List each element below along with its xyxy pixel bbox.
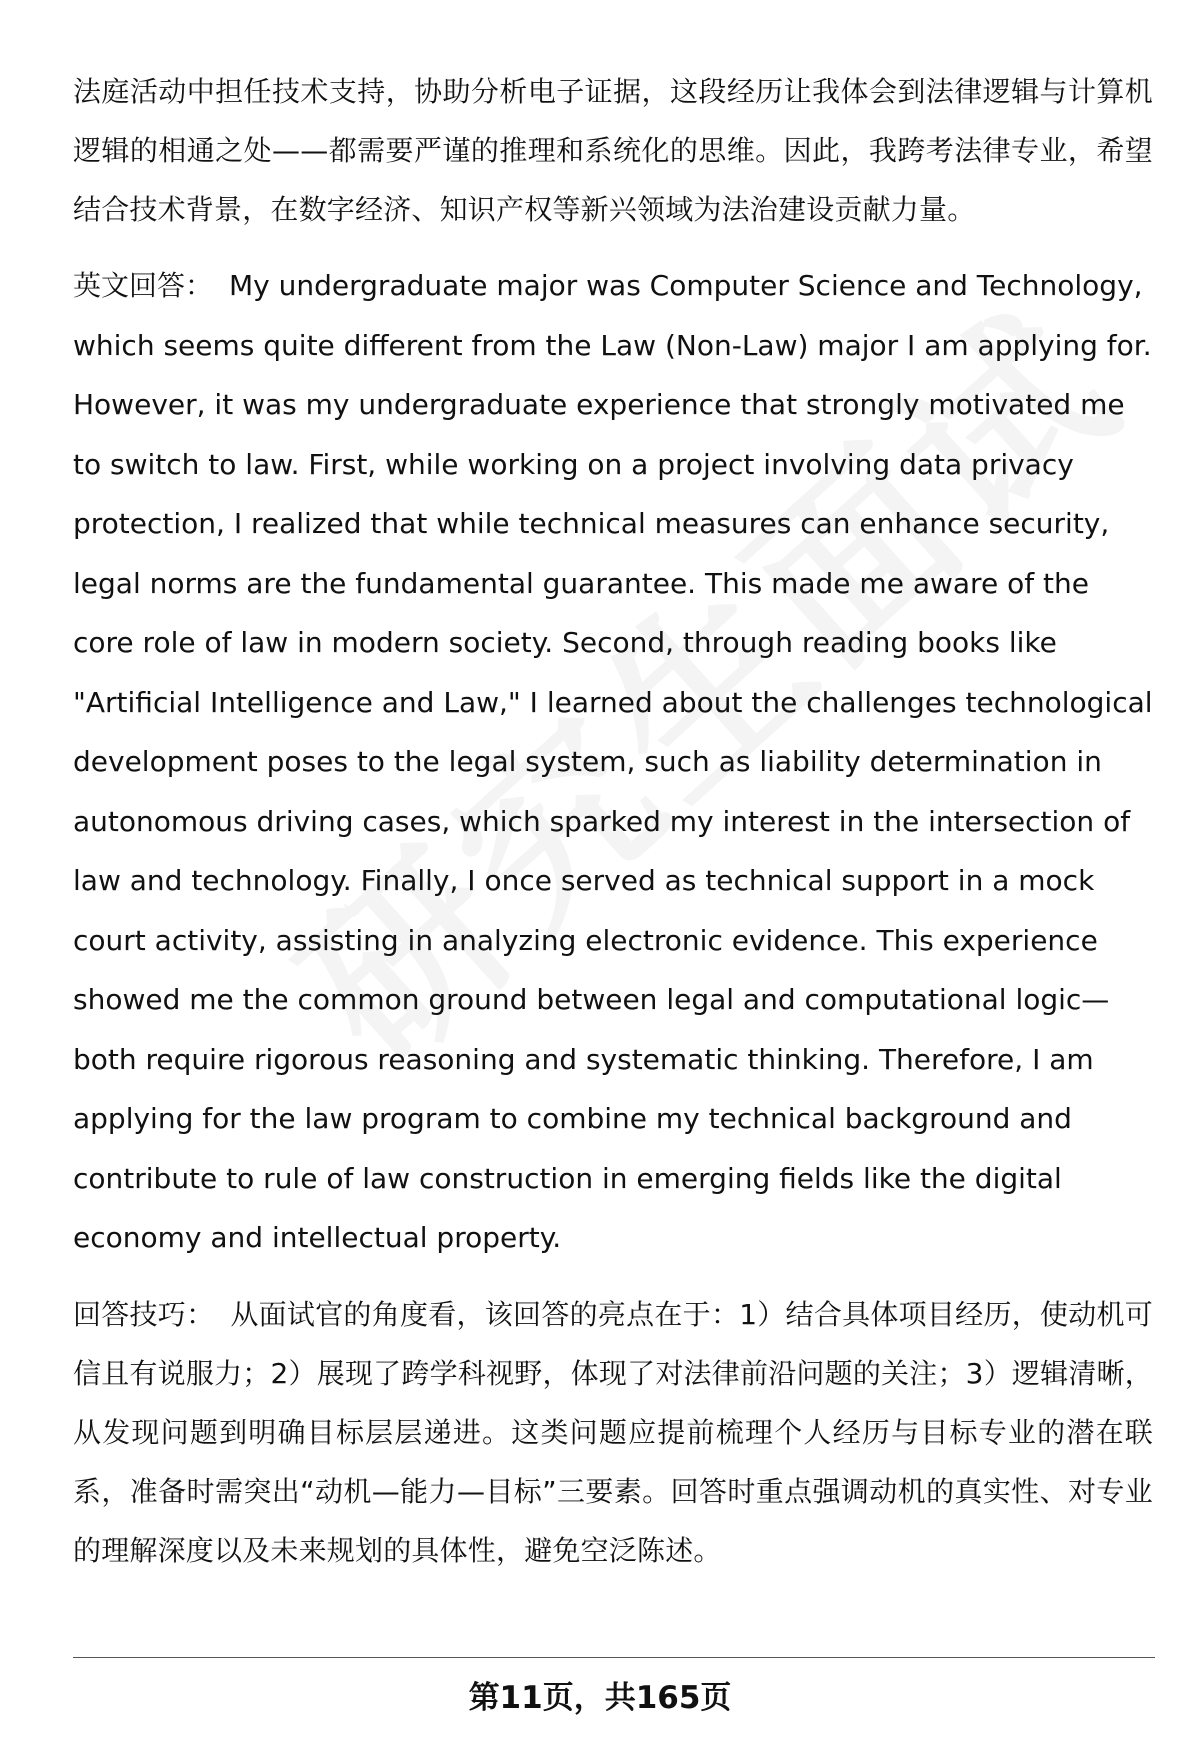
tips-paragraph: [73, 1285, 1153, 1580]
tips-label: 回答技巧：: [73, 1297, 215, 1331]
en-answer-paragraph: [73, 256, 1153, 1268]
en-answer-text: My undergraduate major was Computer Science and Technology, which seems quite different from the Law (Non-Law) major I am applying for. However, it was my undergraduate experience that strongly motivated me to switch to law. First, while working on a project involving data privacy protection, I realized that while technical measures can enhance security, legal norms are the fundamental guarantee. This made me aware of the core role of law in modern society. Second, through reading books like "Artificial Intelligence and Law," I learned about the challenges technological development poses to the legal system, such as liability determination in autonomous driving cases, which sparked my interest in the intersection of law and technology. Finally, I once served as technical support in a mock court activity, assisting in analyzing electronic evidence. This experience showed me the common ground between legal and computational logic—both require rigorous reasoning and systematic thinking. Therefore, I am applying for the law program to combine my technical background and contribute to rule of law construction in emerging fields like the digital economy and intellectual property.: [73, 269, 1153, 1254]
footer-divider: [73, 1657, 1155, 1658]
tips-text: 从面试官的角度看，该回答的亮点在于：1）结合具体项目经历，使动机可信且有说服力；2）展现了跨学科视野，体现了对法律前沿问题的关注；3）逻辑清晰，从发现问题到明确目标层层递进。这类问题应提前梳理个人经历与目标专业的潜在联系，准备时需突出“动机—能力—目标”三要素。回答时重点强调动机的真实性、对专业的理解深度以及未来规划的具体性，避免空泛陈述。: [73, 1297, 1153, 1567]
en-answer-label: 英文回答：: [73, 269, 214, 302]
page-number: 第11页，共165页: [468, 1680, 732, 1716]
cn-paragraph-continuation: 法庭活动中担任技术支持，协助分析电子证据，这段经历让我体会到法律逻辑与计算机逻辑的相通之处——都需要严谨的推理和系统化的思维。因此，我跨考法律专业，希望结合技术背景，在数字经济、知识产权等新兴领域为法治建设贡献力量。: [73, 75, 1153, 226]
page-content: [73, 62, 1153, 1597]
